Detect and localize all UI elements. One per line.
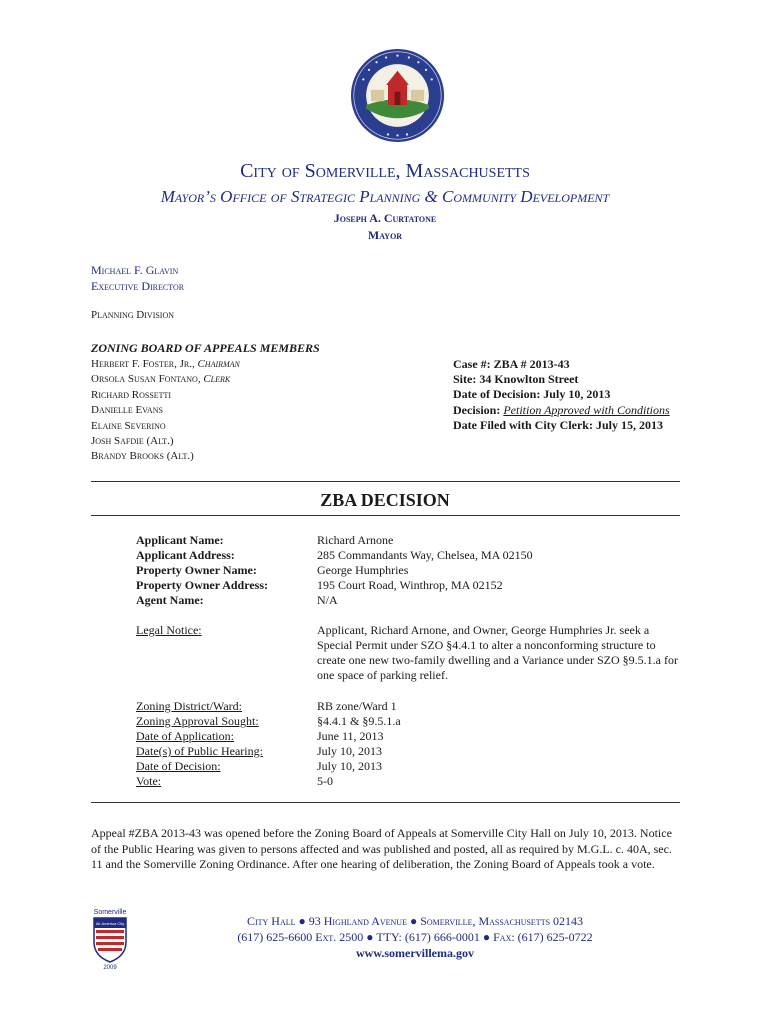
applicant-address-label: Applicant Address: <box>136 548 235 562</box>
decision-value: Petition Approved with Conditions <box>503 402 670 417</box>
applicant-address-value: 285 Commandants Way, Chelsea, MA 02150 <box>317 548 533 562</box>
board-members-list <box>91 357 240 465</box>
svg-text:2009: 2009 <box>103 965 117 970</box>
applicant-name-label: Applicant Name: <box>136 533 224 547</box>
svg-text:All-America City: All-America City <box>95 921 125 926</box>
agent-name-label: Agent Name: <box>136 593 204 607</box>
case-decision: Decision: Petition Approved with Conditions <box>453 402 670 417</box>
divider <box>91 515 680 516</box>
appeal-paragraph: Appeal #ZBA 2013-43 was opened before the Zoning Board of Appeals at Somerville City Hall on July 10, 2013. Notice of the Public Hearing was given to persons affected and was published and posted, all as required by M.G.L. c. 40A, sec. 11 and the Somerville Zoning Ordinance. After one hearing of deliberation, the Zoning Board of Appeals took a vote. <box>91 826 672 871</box>
decision-date-value: July 10, 2013 <box>317 759 383 773</box>
office-title: Mayor’s Office of Strategic Planning & Community Development <box>160 187 610 206</box>
vote-label: Vote: <box>136 774 162 788</box>
city-seal-icon <box>350 48 445 143</box>
zoning-district-value: RB zone/Ward 1 <box>317 699 397 713</box>
svg-text:Somerville: Somerville <box>93 909 127 916</box>
agent-name-value: N/A <box>317 593 338 607</box>
owner-name-label: Property Owner Name: <box>136 563 257 577</box>
zoning-values <box>317 699 401 789</box>
zoning-approval-value: §4.4.1 & §9.5.1.a <box>317 714 401 728</box>
all-america-city-logo-icon <box>88 906 132 970</box>
applicant-labels <box>136 533 268 608</box>
vote-value: 5-0 <box>317 774 333 788</box>
divider <box>91 802 680 803</box>
decision-title: ZBA DECISION <box>320 490 450 510</box>
board-member: Danielle Evans <box>91 404 163 417</box>
applicant-values <box>317 533 533 608</box>
case-date-filed: Date Filed with City Clerk: July 15, 2013 <box>453 417 663 432</box>
board-member: Richard Rossetti <box>91 388 172 401</box>
legal-notice-label: Legal Notice: <box>136 623 202 637</box>
divider <box>91 481 680 482</box>
owner-name-value: George Humphries <box>317 563 409 577</box>
application-date-value: June 11, 2013 <box>317 729 384 743</box>
footer-phones: (617) 625-6600 Ext. 2500 ● TTY: (617) 666-0001 ● Fax: (617) 625-0722 <box>237 930 593 944</box>
footer-address: City Hall ● 93 Highland Avenue ● Somerville, Massachusetts 02143 <box>246 914 584 928</box>
applicant-name-value: Richard Arnone <box>317 533 394 547</box>
director-title: Executive Director <box>91 279 185 293</box>
zoning-labels <box>136 699 263 789</box>
case-info <box>453 357 670 433</box>
zoning-district-label: Zoning District/Ward: <box>136 699 243 713</box>
legal-notice-text: Applicant, Richard Arnone, and Owner, George Humphries Jr. seek a Special Permit under SZO §4.4.1 to alter a nonconforming structure to create one new two-family dwelling and a Variance under SZO §9.5.1.a for one space of parking relief. <box>317 623 678 682</box>
case-site: Site: 34 Knowlton Street <box>453 372 579 387</box>
application-date-label: Date of Application: <box>136 729 234 743</box>
director-name: Michael F. Glavin <box>91 263 179 277</box>
board-member: Orsola Susan Fontano, Clerk <box>91 373 231 386</box>
footer-website-link[interactable]: www.somervillema.gov <box>356 946 474 960</box>
board-member: Brandy Brooks (Alt.) <box>91 450 194 463</box>
case-date-decision: Date of Decision: July 10, 2013 <box>453 387 611 402</box>
division-name: Planning Division <box>91 309 175 321</box>
decision-date-label: Date of Decision: <box>136 759 221 773</box>
case-number: Case #: ZBA # 2013-43 <box>453 357 570 371</box>
hearing-date-label: Date(s) of Public Hearing: <box>136 744 263 758</box>
mayor-title: Mayor <box>367 228 403 242</box>
board-heading: ZONING BOARD OF APPEALS MEMBERS <box>91 341 320 355</box>
hearing-date-value: July 10, 2013 <box>317 744 383 758</box>
mayor-name: Joseph A. Curtatone <box>333 211 437 225</box>
board-member: Josh Safdie (Alt.) <box>91 435 174 448</box>
zoning-approval-label: Zoning Approval Sought: <box>136 714 259 728</box>
owner-address-label: Property Owner Address: <box>136 578 268 592</box>
owner-address-value: 195 Court Road, Winthrop, MA 02152 <box>317 578 503 592</box>
board-member: Elaine Severino <box>91 419 166 432</box>
board-member: Herbert F. Foster, Jr., Chairman <box>91 358 240 370</box>
city-title: City of Somerville, Massachusetts <box>240 160 530 182</box>
